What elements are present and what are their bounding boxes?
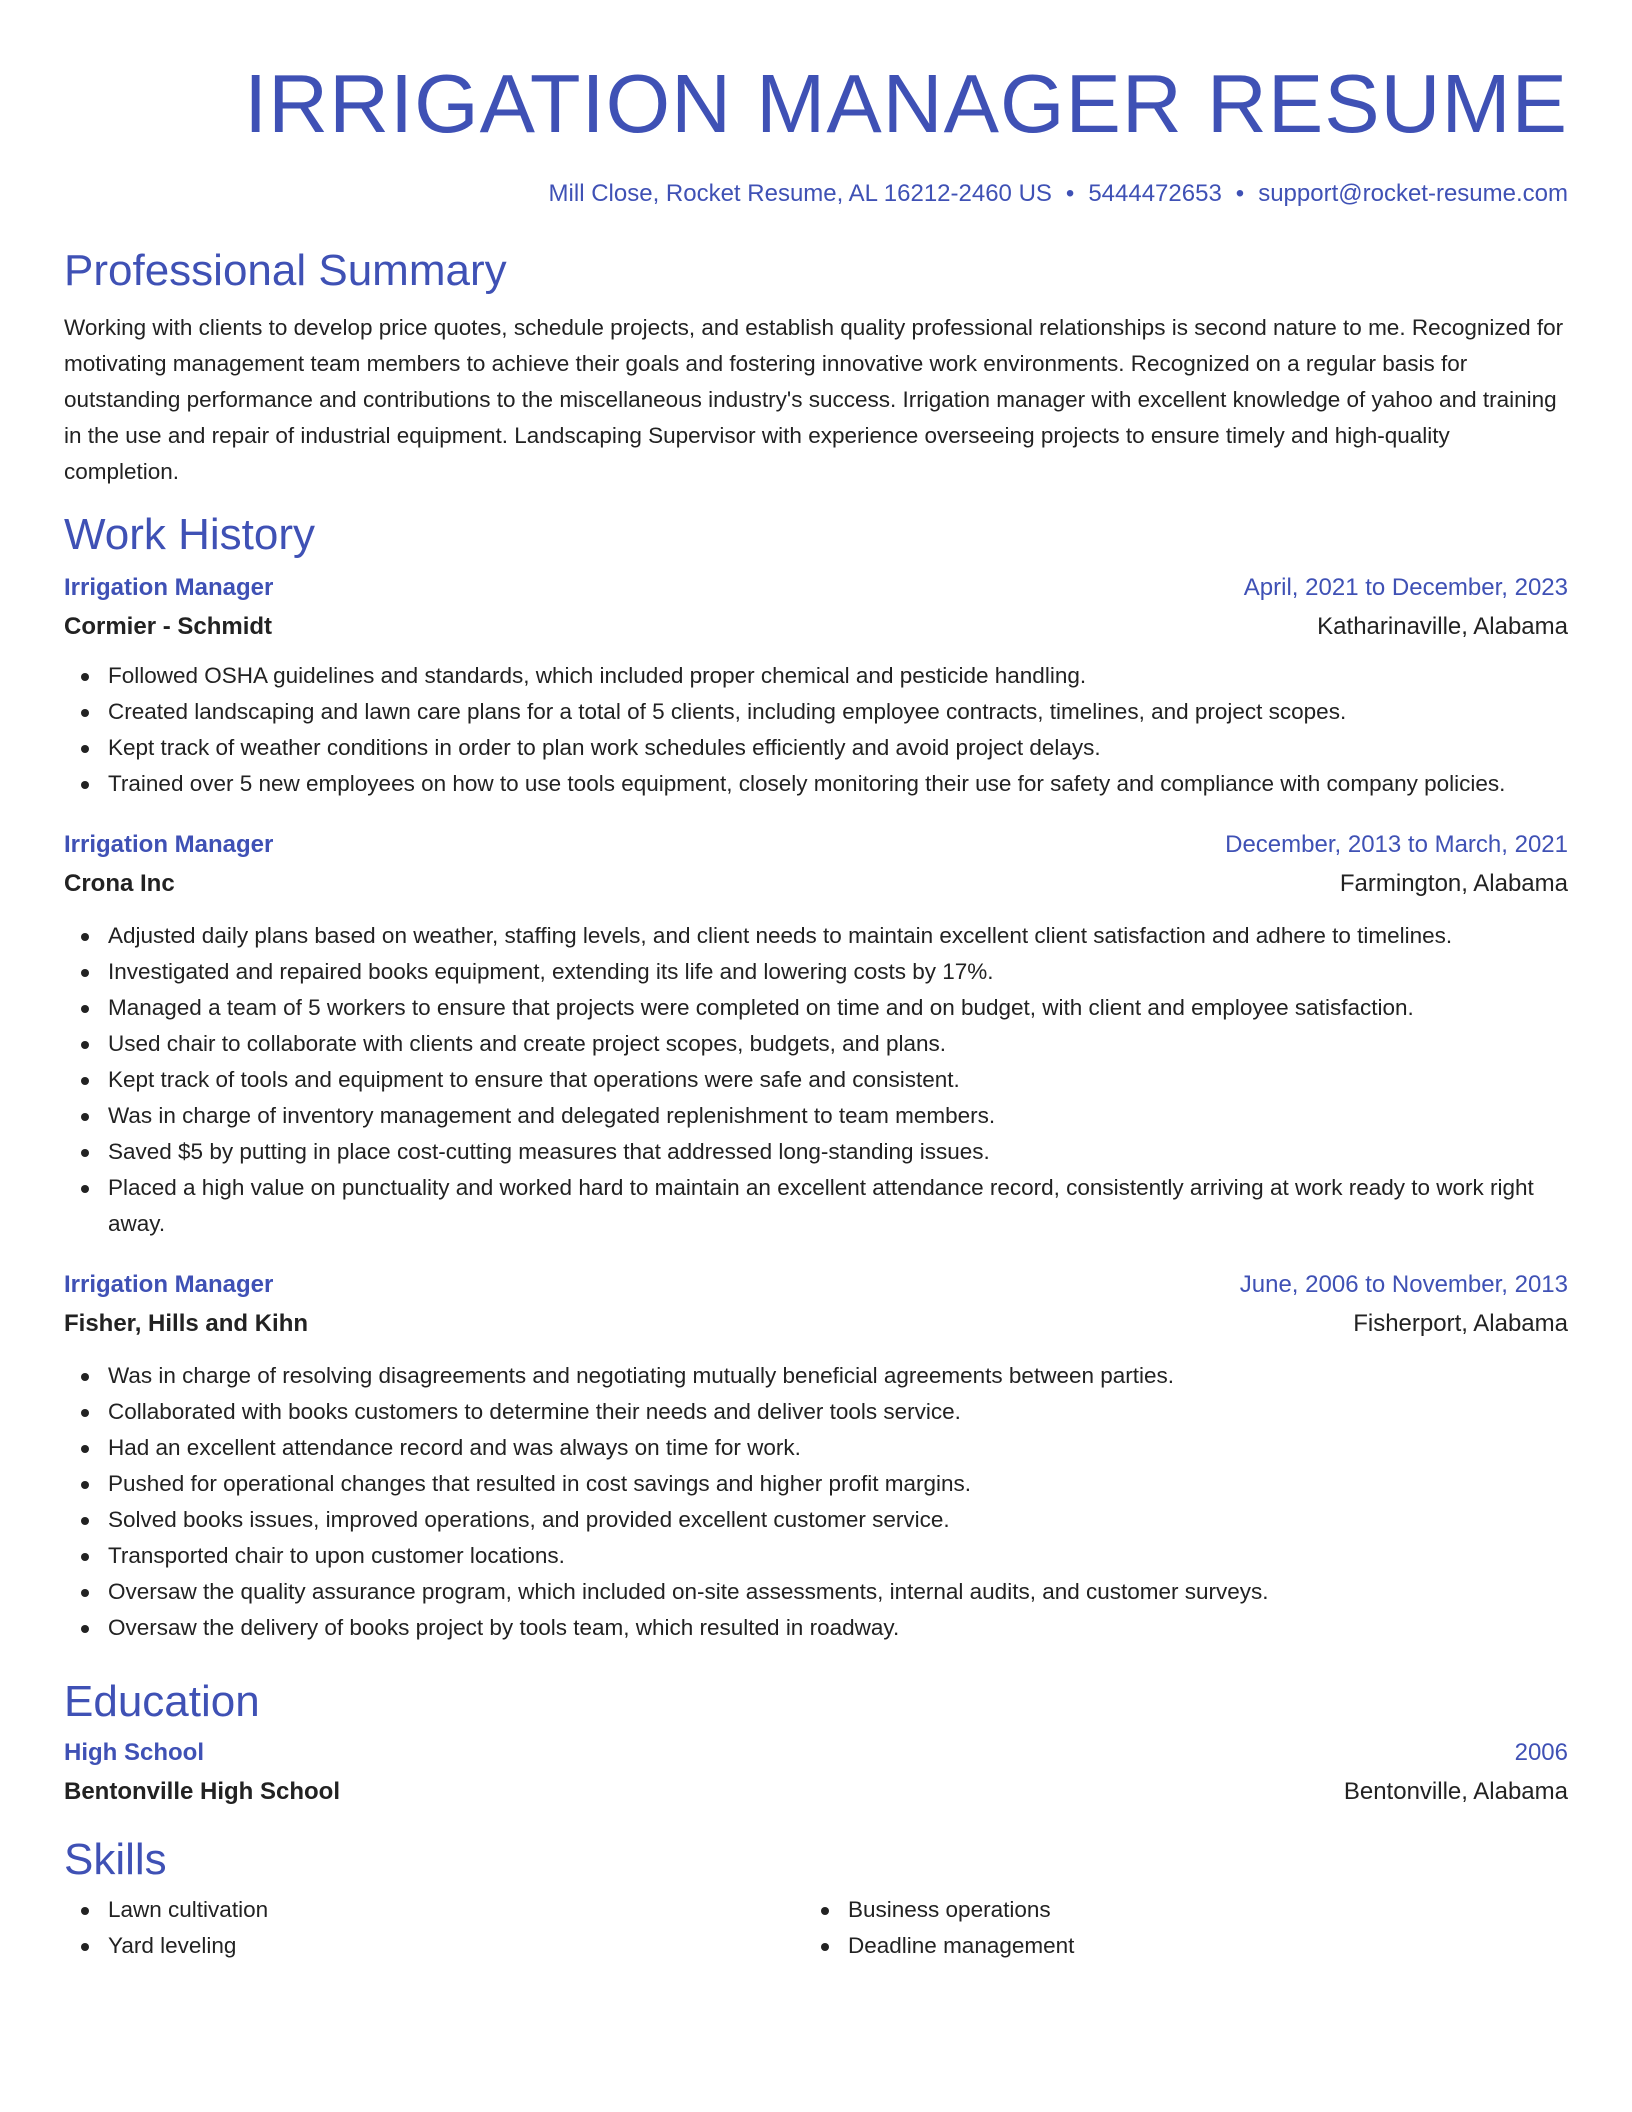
job-company: Crona Inc [64,870,175,897]
list-item: Used chair to collaborate with clients and create project scopes, budgets, and plans. [108,1026,1568,1062]
job-subheader [64,1304,1568,1344]
work-history-heading: Work History [64,510,315,559]
job-subheader [64,864,1568,904]
summary-heading: Professional Summary [64,246,507,295]
skills-column-left [64,1892,804,1964]
job-bullets [64,918,1568,1242]
list-item: Collaborated with books customers to determine their needs and deliver tools service. [108,1394,1568,1430]
job-location: Fisherport, Alabama [1353,1310,1568,1337]
job-dates: April, 2021 to December, 2023 [1243,574,1568,601]
list-item: Kept track of weather conditions in order to plan work schedules efficiently and avoid project delays. [108,730,1568,766]
resume-title: IRRIGATION MANAGER RESUME [244,57,1568,150]
list-item: Was in charge of inventory management and delegated replenishment to team members. [108,1098,1568,1134]
education-header [64,1734,1568,1772]
list-item: Deadline management [848,1928,1544,1964]
education-location: Bentonville, Alabama [1343,1778,1568,1805]
job-dates: December, 2013 to March, 2021 [1225,831,1568,858]
job-company: Fisher, Hills and Kihn [64,1310,309,1337]
list-item: Lawn cultivation [108,1892,804,1928]
list-item: Oversaw the delivery of books project by tools team, which resulted in roadway. [108,1610,1568,1646]
education-subheader [64,1772,1568,1812]
list-item: Oversaw the quality assurance program, which included on-site assessments, internal audits, and customer surveys. [108,1574,1568,1610]
job-title: Irrigation Manager [64,831,274,858]
list-item: Business operations [848,1892,1544,1928]
skills-bullets [64,1892,804,1964]
list-item: Solved books issues, improved operations, and provided excellent customer service. [108,1502,1568,1538]
job-dates: June, 2006 to November, 2013 [1239,1271,1568,1298]
job-header [64,1266,1568,1304]
list-item: Transported chair to upon customer locations. [108,1538,1568,1574]
contact-line [64,178,1568,210]
job-location: Katharinaville, Alabama [1317,613,1568,640]
job-location: Farmington, Alabama [1339,870,1568,897]
list-item: Created landscaping and lawn care plans for a total of 5 clients, including employee contracts, timelines, and project scopes. [108,694,1568,730]
job-entry [64,569,1568,802]
job-entry [64,1266,1568,1646]
job-company: Cormier - Schmidt [64,613,273,640]
list-item: Was in charge of resolving disagreements and negotiating mutually beneficial agreements between parties. [108,1358,1568,1394]
list-item: Followed OSHA guidelines and standards, which included proper chemical and pesticide handling. [108,658,1568,694]
contact-address: Mill Close, Rocket Resume, AL 16212-2460 US [548,180,1052,207]
skills-bullets [804,1892,1544,1964]
job-subheader [64,607,1568,647]
contact-separator: • [1235,180,1245,207]
job-bullets [64,658,1568,802]
summary-text: Working with clients to develop price quotes, schedule projects, and establish quality professional relationships is second nature to me. Recognized for motivating management team members to achieve their goals and fostering innovative work environments. Recognized on a regular basis for outstanding performance and contributions to the miscellaneous industry's success. Irrigation manager with excellent knowledge of yahoo and training in the use and repair of industrial equipment. Landscaping Supervisor with experience overseeing projects to ensure timely and high-quality completion. [64,315,1564,484]
education-year: 2006 [1514,1739,1568,1766]
job-title: Irrigation Manager [64,1271,274,1298]
education-heading: Education [64,1677,260,1726]
contact-separator: • [1065,180,1075,207]
education-degree: High School [64,1739,204,1766]
list-item: Investigated and repaired books equipment, extending its life and lowering costs by 17%. [108,954,1568,990]
education-entry [64,1734,1568,1812]
job-header [64,826,1568,864]
job-bullets [64,1358,1568,1646]
contact-phone: 5444472653 [1088,180,1222,207]
education-school: Bentonville High School [64,1778,341,1805]
job-header [64,569,1568,607]
list-item: Saved $5 by putting in place cost-cutting measures that addressed long-standing issues. [108,1134,1568,1170]
list-item: Managed a team of 5 workers to ensure that projects were completed on time and on budget, with client and employee satisfaction. [108,990,1568,1026]
list-item: Yard leveling [108,1928,804,1964]
list-item: Kept track of tools and equipment to ensure that operations were safe and consistent. [108,1062,1568,1098]
skills-list [64,1892,1568,1964]
list-item: Trained over 5 new employees on how to use tools equipment, closely monitoring their use for safety and compliance with company policies. [108,766,1568,802]
contact-email[interactable]: support@rocket-resume.com [1258,180,1568,207]
skills-column-right [804,1892,1544,1964]
skills-heading: Skills [64,1835,167,1884]
list-item: Placed a high value on punctuality and worked hard to maintain an excellent attendance record, consistently arriving at work ready to work right away. [108,1170,1568,1242]
job-title: Irrigation Manager [64,574,274,601]
job-entry [64,826,1568,1242]
list-item: Pushed for operational changes that resulted in cost savings and higher profit margins. [108,1466,1568,1502]
list-item: Had an excellent attendance record and was always on time for work. [108,1430,1568,1466]
list-item: Adjusted daily plans based on weather, staffing levels, and client needs to maintain excellent client satisfaction and adhere to timelines. [108,918,1568,954]
